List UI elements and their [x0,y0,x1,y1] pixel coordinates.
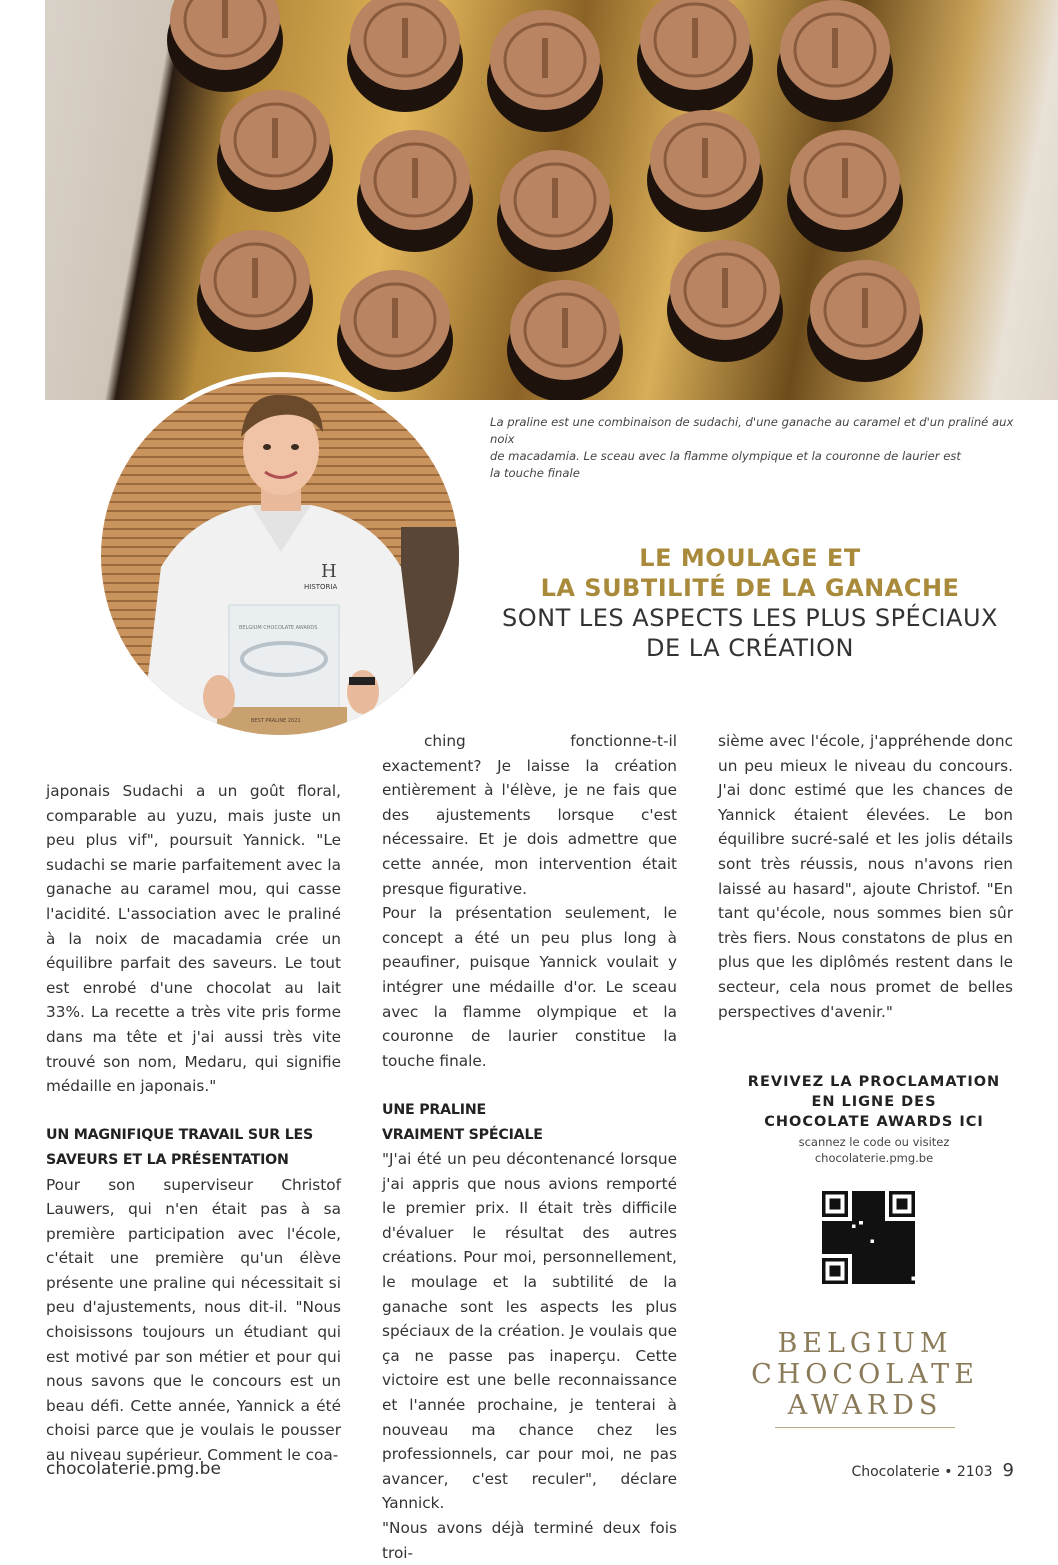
praline [337,270,453,392]
praline [497,150,613,272]
svg-text:HISTORIA: HISTORIA [304,583,338,591]
praline [647,110,763,232]
proclamation-promo [718,1072,1030,1166]
subheading: SAVEURS ET LA PRÉSENTATION [46,1151,289,1168]
page-number: 9 [1002,1460,1014,1481]
praline [777,0,893,122]
praline [347,0,463,112]
belgium-chocolate-awards-logo [740,1328,990,1428]
article-column-3 [718,729,1013,1024]
caption-line: La praline est une combinaison de sudachi, d'une ganache au caramel et d'un praliné aux noix [490,415,1014,446]
subheading: VRAIMENT SPÉCIALE [382,1126,543,1143]
praline [487,10,603,132]
footer-magazine: Chocolaterie • 2103 [851,1464,993,1480]
headline-line: LA SUBTILITÉ DE LA GANACHE [540,574,960,602]
paragraph: ching fonctionne-t-il exactement? Je laisse la création entièrement à l'élève, je ne fais que des ajustements lorsque c'est nécessaire. Et je dois admettre que cette année, mon intervention était presque figurative. [382,732,677,898]
praline [637,0,753,112]
praline [167,0,283,92]
paragraph: sième avec l'école, j'appréhende donc un peu mieux le niveau du concours. J'ai donc estimé que les chances de Yannick étaient élevées. Le bon équilibre sucré-salé et les jolis détails sont très réussis, nous n'avons rien laissé au hasard", ajoute Christof. "En tant qu'école, nous sommes bien sûr très fiers. Nous constatons de plus en plus que les diplômés restent dans le secteur, cela nous promet de belles perspectives d'avenir." [718,732,1013,1021]
paragraph: Pour son superviseur Christof Lauwers, qui n'en était pas à sa première participation avec l'école, c'était une première qu'un élève présente une praline qui nécessitait si peu d'ajustements, nous dit-il. "Nous choisissons toujours un étudiant qui est motivé par son métier et pour qui nous savons que le concours est un beau défi. Cette année, Yannick a été choisi parce que je voulais le pousser au niveau supérieur. Comment le coa- [46,1175,341,1465]
promo-link[interactable]: chocolaterie.pmg.be [814,1151,934,1165]
logo-divider [775,1427,955,1428]
logo-line: CHOCOLATE [751,1359,979,1390]
praline [667,240,783,362]
paragraph: japonais Sudachi a un goût floral, comparable au yuzu, mais juste un peu plus vif", poursuit Yannick. "Le sudachi se marie parfaitement avec la ganache au caramel mou, qui casse l'acidité. L'association avec le praliné à la noix de macadamia crée un équilibre parfait des saveurs. Le tout est enrobé d'une chocolat au lait 33%. La recette a très vite pris forme dans ma tête et j'ai aussi très vite trouvé son nom, Medaru, qui signifie médaille en japonais." [46,782,341,1096]
caption-line: la touche finale [490,466,580,480]
logo-line: AWARDS [787,1390,943,1421]
praline [507,280,623,400]
portrait-photo [96,372,464,740]
footer-website[interactable]: chocolaterie.pmg.be [46,1459,221,1479]
praline [357,130,473,252]
promo-title: EN LIGNE DES [811,1094,937,1110]
footer-page-info [851,1460,1014,1481]
headline-line: DE LA CRÉATION [646,634,854,662]
chef-with-trophy-illustration [101,377,459,735]
praline [787,130,903,252]
headline-line: LE MOULAGE ET [639,544,861,572]
photo-caption [490,414,1030,482]
paragraph: "J'ai été un peu décontenancé lorsque j'ai appris que nous avions remporté le premier prix. Il était très difficile d'évaluer le résultat des autres créations. Pour moi, personnellement, le moulage et la subtilité de la ganache sont les aspects les plus spéciaux de la création. Je voulais que ça ne passe pas inaperçu. Cette victoire est une belle reconnaissance et l'année prochaine, je tenterai à nouveau ma chance chez les professionnels, car pour moi, ne pas avancer, c'est reculer", déclare Yannick. [382,1150,677,1513]
praline [217,90,333,212]
promo-subtitle: scannez le code ou visitez [798,1135,950,1149]
svg-text:H: H [321,561,337,582]
subheading: UNE PRALINE [382,1101,487,1118]
article-column-2 [382,729,677,1565]
paragraph: Pour la présentation seulement, le concept a été un peu plus long à peaufiner, puisque Yannick voulait y intégrer une médaille d'or. Le sceau avec la flamme olympique et la couronne de laurier constitue la touche finale. [382,904,677,1070]
promo-title: REVIVEZ LA PROCLAMATION [747,1074,1001,1090]
article-column-1 [46,779,341,1468]
portrait-background [101,377,459,735]
pull-quote-headline [470,543,1030,663]
caption-line: de macadamia. Le sceau avec la flamme olympique et la couronne de laurier est [490,449,961,463]
svg-text:BEST PRALINE 2021: BEST PRALINE 2021 [251,718,301,724]
promo-title: CHOCOLATE AWARDS ICI [764,1114,984,1130]
praline-box-illustration [45,0,1058,400]
praline [807,260,923,382]
paragraph: "Nous avons déjà terminé deux fois troi- [382,1519,677,1562]
hero-photo-pralines [45,0,1058,400]
subheading: UN MAGNIFIQUE TRAVAIL SUR LES [46,1127,314,1144]
praline [197,230,313,352]
headline-line: SONT LES ASPECTS LES PLUS SPÉCIAUX [502,604,998,632]
qr-code-icon[interactable] [822,1191,915,1284]
logo-line: BELGIUM [777,1328,953,1359]
svg-text:BELGIUM CHOCOLATE AWARDS: BELGIUM CHOCOLATE AWARDS [239,625,318,631]
